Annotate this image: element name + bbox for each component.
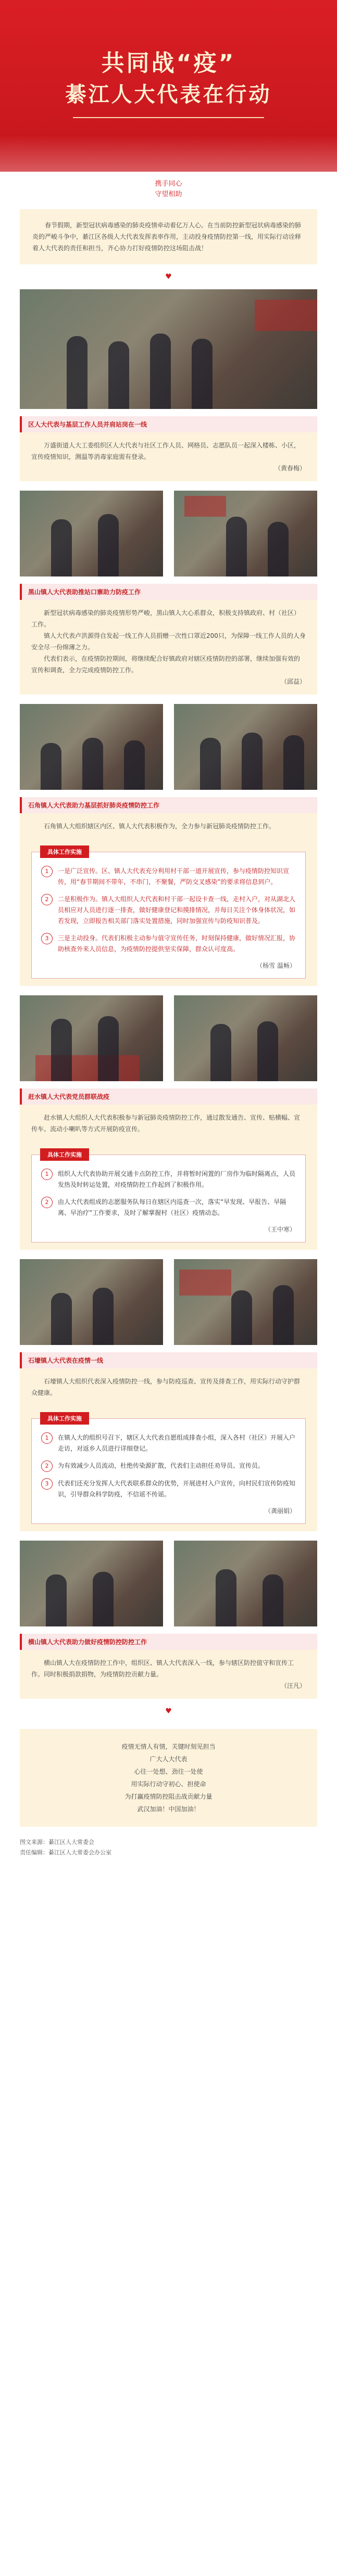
number-icon: 3	[41, 933, 53, 944]
section-5-item-2-text: 为有效减少人员流动，杜绝传染源扩散，代表们主动担任劝导员、宣传员。	[58, 1462, 265, 1469]
section-title-1: 区人大代表与基层工作人员并肩站岗在一线	[20, 416, 317, 432]
section-3-item-1-text: 一是广泛宣传。区、镇人大代表充分利用村干部一道开展宣传，参与疫情防控知识宣传，用“春节期间不带年，不串门，不聚餐，严防交叉感染”的要求将信息到户。	[58, 867, 290, 886]
section-5-item-2	[41, 1460, 296, 1472]
section-2-text-1: 新型冠状病毒感染的肺炎疫情形势严峻，黑山镇人大心系群众，积极支持镇政府、村（社区）工作。	[31, 609, 301, 628]
source-line: 图文来源：綦江区人大常委会	[20, 1839, 94, 1846]
section-4-text: 赶水镇人大组织人大代表积极参与新冠肺炎疫情防控工作，通过散发通告、宣传、贴横幅、宣传车、流动小喇叭等方式开展防疫宣传。	[31, 1114, 301, 1133]
photo-checkpoint-1	[20, 491, 163, 576]
closing-line-1: 疫情无情人有情，关键时刻见担当	[121, 1743, 216, 1750]
section-4-detail-box	[20, 1142, 317, 1250]
section-body-3	[20, 813, 317, 839]
section-title-3: 石角镇人大代表助力基层抓好肺炎疫情防控工作	[20, 797, 317, 813]
closing-line-4: 用实际行动守初心、担使命	[131, 1780, 206, 1788]
banner-title-line2: 綦江人大代表在行动	[65, 83, 272, 107]
section-5-item-1	[41, 1432, 296, 1454]
photo-station-1	[20, 1259, 163, 1345]
section-5-item-1-text: 在镇人大的组织号召下，辖区人大代表自愿组成排查小组，深入各村（社区）开展入户走访，对返乡人员进行详细登记。	[58, 1434, 296, 1452]
closing-line-2: 广大人大代表	[149, 1755, 188, 1763]
section-5-text: 石壕镇人大组织代表深入疫情防控一线，参与防疫巡查、宣传及排查工作，用实际行动守护群众健康。	[31, 1378, 301, 1396]
photo-village-1	[20, 704, 163, 790]
closing-line-3: 心往一处想、劲往一处使	[134, 1768, 203, 1775]
number-icon: 1	[41, 1169, 53, 1180]
section-3-detail-box	[20, 839, 317, 986]
heart-icon-2: ♥	[165, 1707, 172, 1715]
photo-village-2	[174, 704, 317, 790]
subheading	[0, 179, 337, 200]
number-icon: 2	[41, 894, 53, 905]
section-title-2: 黑山镇人大代表助推站口寨助力防疫工作	[20, 584, 317, 600]
closing-line-6: 武汉加油！中国加油！	[137, 1805, 200, 1813]
section-4-item-1	[41, 1169, 296, 1190]
section-4-item-2	[41, 1197, 296, 1219]
section-4-detail-label: 具体工作实施	[40, 1148, 89, 1161]
photo-row-4	[20, 1259, 317, 1345]
section-body-4	[20, 1105, 317, 1142]
photo-volunteers-1	[20, 995, 163, 1081]
section-3-item-2-text: 二是积极作为。镇人大组织人大代表和村干部一起设卡查一线，走村入户，对从湖北人员相应对人员进行逐一排查，做好健康登记和摸排情况，并每日关注个体身体状况，如若发现，立即报告相关部门落实处置措施，同时加强宣传与防疫知识普及。	[58, 895, 296, 925]
section-4-item-1-text: 组织人大代表协助开展交通卡点防控工作，并将暂时闲置的厂房作为临时隔离点，人员发热及时转运处置，对疫情防控工作起到了积极作用。	[58, 1170, 296, 1188]
section-title-5: 石壕镇人大代表在疫情一线	[20, 1352, 317, 1368]
section-1-author: （黄春梅）	[274, 465, 306, 472]
editor-line: 责任编辑：綦江区人大常委会办公室	[20, 1849, 111, 1856]
section-5-detail-label: 具体工作实施	[40, 1412, 89, 1425]
section-5-detail-box	[20, 1406, 317, 1531]
section-body-2	[20, 600, 317, 695]
section-3-item-1	[41, 866, 296, 888]
heart-icon: ♥	[165, 273, 172, 281]
section-5-author: （龚丽娟）	[264, 1507, 296, 1515]
photo-checkpoint-2	[174, 491, 317, 576]
banner-divider	[73, 117, 264, 118]
section-title-6: 横山镇人大代表助力做好疫情防控防控工作	[20, 1634, 317, 1650]
number-icon: 1	[41, 1432, 53, 1444]
closing-message	[20, 1729, 317, 1827]
section-5-detail-panel	[31, 1415, 306, 1524]
photo-row-2	[20, 704, 317, 790]
photo-street-patrol	[20, 289, 317, 409]
section-6-author: （汪凡）	[280, 1682, 306, 1689]
banner-title-line1: 共同战“疫”	[101, 50, 236, 76]
section-1-text: 万盛街道人大工委组织区人大代表与社区工作人员、网格员、志愿队员一起深入楼栋、小区，宣传疫情知识，测温等消毒家庭需有登录。	[31, 442, 301, 460]
section-4-detail-panel	[31, 1151, 306, 1242]
section-6-text: 横山镇人大在疫情防控工作中，组织区、镇人大代表深入一线，参与辖区防控值守和宣传工作。同时积极捐款捐物，为疫情防控贡献力量。	[31, 1659, 294, 1678]
photo-volunteers-2	[174, 995, 317, 1081]
section-title-4: 赶水镇人大代表党员群联战疫	[20, 1088, 317, 1105]
photo-row-5	[20, 1541, 317, 1626]
section-3-item-2	[41, 894, 296, 927]
number-icon: 3	[41, 1478, 53, 1490]
section-3-detail-panel	[31, 849, 306, 979]
photo-hengshan-2	[174, 1541, 317, 1626]
subheading-line1: 携手同心	[155, 180, 182, 188]
number-icon: 2	[41, 1460, 53, 1472]
photo-hengshan-1	[20, 1541, 163, 1626]
section-3-detail-label: 具体工作实施	[40, 845, 89, 858]
photo-row-3	[20, 995, 317, 1081]
section-4-author: （王中寒）	[264, 1226, 296, 1233]
header-banner	[0, 0, 337, 172]
closing-line-5: 为打赢疫情防控阻击战贡献力量	[124, 1793, 213, 1800]
section-5-item-3	[41, 1478, 296, 1500]
subheading-line2: 守望相助	[155, 190, 182, 198]
section-3-item-3-text: 三是主动投身。代表们积极主动参与值守宣传任务，时刻保持健康，做好情况汇报，协助核查外来人员信息，为疫情防控提供坚实保障，群众认可度高。	[58, 934, 296, 953]
number-icon: 2	[41, 1197, 53, 1208]
intro-paragraph: 春节假期，新型冠状病毒感染的肺炎疫情牵动着亿万人心。在当前防控新型冠状病毒感染的肺炎的严峻斗争中，綦江区各级人大代表发挥表率作用，主动投身疫情防控第一线，用实际行动诠释着人大代表的责任和担当，齐心协力打好疫情防控这场阻击战！	[20, 209, 317, 264]
section-body-1	[20, 432, 317, 481]
section-3-text: 石角镇人大组织辖区内区、镇人大代表积极作为，全力参与新冠肺炎疫情防控工作。	[44, 823, 276, 830]
number-icon: 1	[41, 866, 53, 877]
source-credits	[20, 1837, 317, 1858]
banner-ribbon	[0, 135, 337, 172]
section-body-5	[20, 1368, 317, 1406]
section-body-6	[20, 1650, 317, 1699]
section-5-item-3-text: 代表们还充分发挥人大代表联系群众的优势，开展进村入户宣传，向村民们宣传防疫知识，引导群众科学防疫，不信谣不传谣。	[58, 1480, 296, 1498]
section-4-item-2-text: 由人大代表组成的志愿服务队每日在辖区内巡查一次，落实“早发现、早报告、早隔离、早治疗”工作要求，及时了解掌握村（社区）疫情动态。	[58, 1198, 286, 1216]
section-3-item-3	[41, 933, 296, 955]
section-2-author: （邱益）	[280, 678, 306, 685]
photo-station-2	[174, 1259, 317, 1345]
section-2-text-2: 镇人大代表卢洪源得自发起一线工作人员捐赠一次性口罩近200只，为保障一线工作人员的人身安全尽一份绵薄之力。	[31, 632, 306, 651]
section-2-text-3: 代表们表示，在疫情防控期间，将继续配合好镇政府对辖区疫情防控的部署，继续加强有效的宣传和调查，全力完成疫情防控工作。	[31, 655, 301, 674]
photo-row-1	[20, 491, 317, 576]
section-3-author: （杨雪 温畅）	[256, 962, 296, 969]
